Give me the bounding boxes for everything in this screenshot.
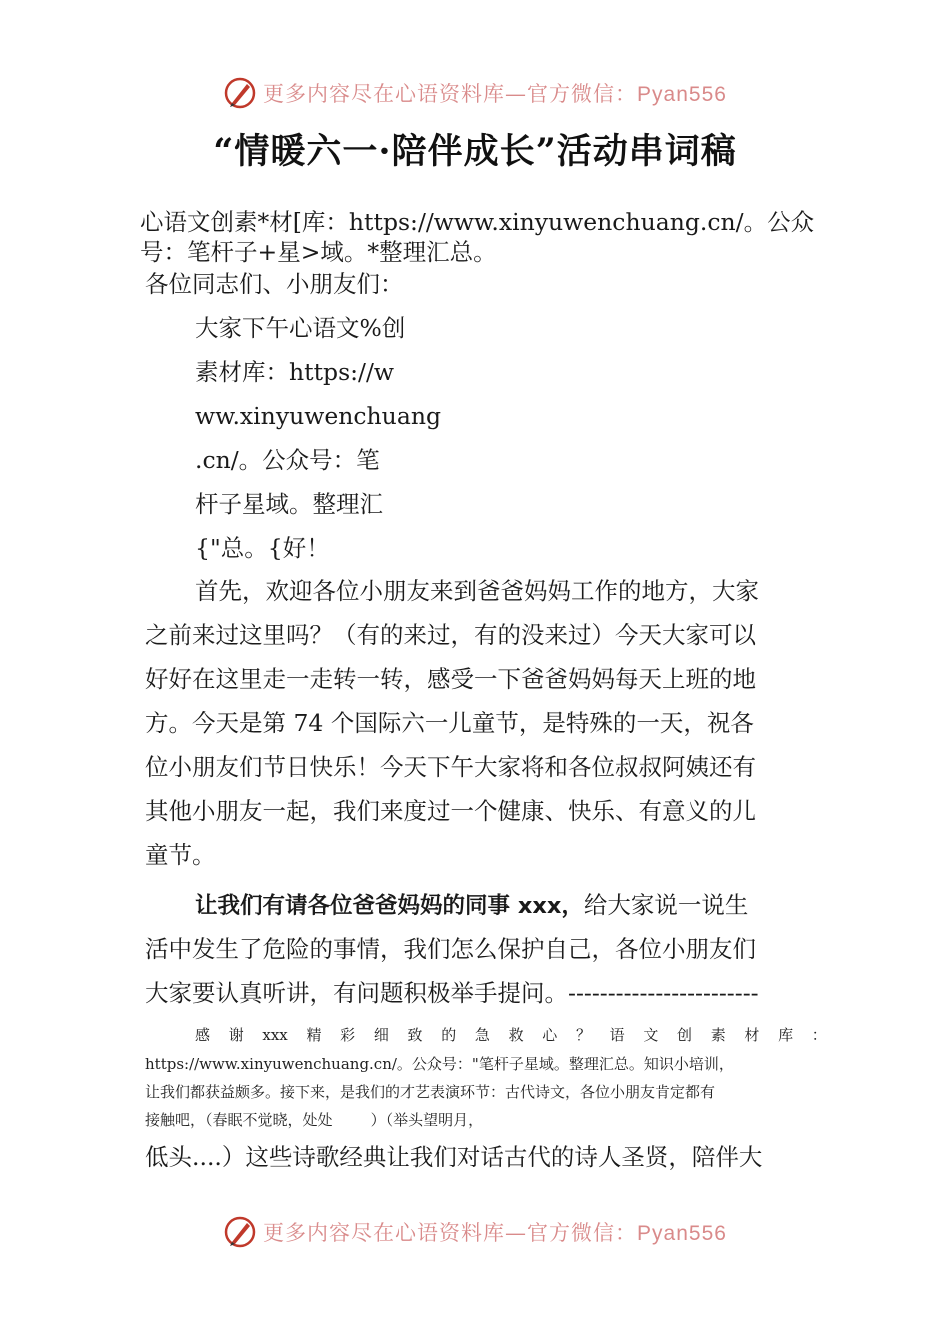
char: 创 xyxy=(677,1026,693,1044)
small-paragraph-line: 让我们都获益颇多。接下来，是我们的才艺表演环节：古代诗文，各位小朋友肯定都有 xyxy=(145,1083,716,1101)
small-paragraph-line: https://www.xinyuwenchuang.cn/。公众号："笔杆子星域。整理汇总。知识小培训， xyxy=(145,1055,734,1073)
column-line: 大家下午心语文%创 xyxy=(195,314,406,342)
small-paragraph-line-1 xyxy=(195,1024,827,1046)
pen-logo-icon xyxy=(223,76,257,110)
char: 精 xyxy=(306,1026,322,1044)
char: 语 xyxy=(609,1026,625,1044)
small-paragraph-line: 接触吧，（春眠不觉晓，处处 ）（举头望明月， xyxy=(145,1111,484,1129)
paragraph-1-line: 位小朋友们节日快乐！今天下午大家将和各位叔叔阿姨还有 xyxy=(145,753,756,781)
paragraph-1-line: 首先，欢迎各位小朋友来到爸爸妈妈工作的地方，大家 xyxy=(195,577,759,605)
document-title: “情暖六一·陪伴成长”活动串词稿 xyxy=(213,131,737,172)
char: 致 xyxy=(407,1026,423,1044)
char: 救 xyxy=(508,1026,524,1044)
char: 急 xyxy=(474,1026,490,1044)
paragraph-1-line: 好好在这里走一走转一转，感受一下爸爸妈妈每天上班的地 xyxy=(145,665,756,693)
last-line: 低头....）这些诗歌经典让我们对话古代的诗人圣贤，陪伴大 xyxy=(145,1143,763,1171)
banner-text: 更多内容尽在心语资料库—官方微信：Pyan556 xyxy=(263,1221,727,1245)
char: 库 xyxy=(778,1026,794,1044)
char: ？ xyxy=(575,1026,591,1044)
char: 谢 xyxy=(228,1026,244,1044)
column-line: .cn/。公众号：笔 xyxy=(195,446,380,474)
top-banner xyxy=(0,73,950,113)
char: 文 xyxy=(643,1026,659,1044)
char: 心 xyxy=(542,1026,558,1044)
char: 彩 xyxy=(340,1026,356,1044)
paragraph-2-line-1 xyxy=(195,890,748,921)
char: xxx xyxy=(262,1026,288,1044)
char: 细 xyxy=(373,1026,389,1044)
source-line-2: 号：笔杆子+星>域。*整理汇总。 xyxy=(140,238,497,266)
paragraph-1-line: 童节。 xyxy=(145,841,216,869)
pen-logo-icon xyxy=(223,1215,257,1249)
char: 材 xyxy=(744,1026,760,1044)
paragraph-1-line: 方。今天是第 74 个国际六一儿童节，是特殊的一天，祝各 xyxy=(145,709,754,737)
char: 的 xyxy=(441,1026,457,1044)
bottom-banner xyxy=(0,1212,950,1252)
column-line: ww.xinyuwenchuang xyxy=(195,402,442,430)
paragraph-2-line: 活中发生了危险的事情，我们怎么保护自己，各位小朋友们 xyxy=(145,935,756,963)
paragraph-2-rest: 给大家说一说生 xyxy=(583,891,749,919)
paragraph-2-line: 大家要认真听讲，有问题积极举手提问。------------------------ xyxy=(145,979,759,1007)
column-line: 杆子星域。整理汇 xyxy=(195,490,383,518)
greeting: 各位同志们、小朋友们： xyxy=(145,270,404,298)
char: 感 xyxy=(195,1026,211,1044)
highlight-text: 让我们有请各位爸爸妈妈的同事 xxx， xyxy=(195,893,584,919)
paragraph-1-line: 之前来过这里吗？（有的来过，有的没来过）今天大家可以 xyxy=(145,621,756,649)
column-line: {"总。{好！ xyxy=(195,534,330,562)
column-line: 素材库：https://w xyxy=(195,358,394,386)
banner-text: 更多内容尽在心语资料库—官方微信：Pyan556 xyxy=(263,82,727,106)
paragraph-1-line: 其他小朋友一起，我们来度过一个健康、快乐、有意义的儿 xyxy=(145,797,756,825)
source-line-1: 心语文创素*材[库：https://www.xinyuwenchuang.cn/。公众 xyxy=(140,208,815,236)
char: 素 xyxy=(710,1026,726,1044)
char: ： xyxy=(811,1026,827,1044)
